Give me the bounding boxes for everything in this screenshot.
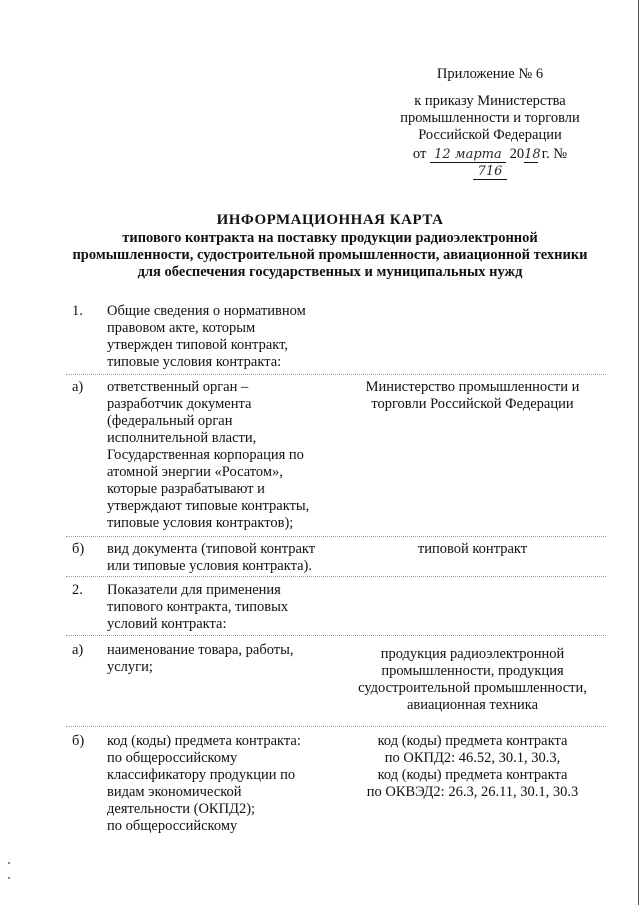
- value-line: код (коды) предмета контракта: [377, 733, 568, 749]
- subtitle-line: для обеспечения государственных и муниципальных нужд: [137, 264, 523, 280]
- desc-line: атомной энергии «Росатом»,: [107, 464, 283, 480]
- desc-line: исполнительной власти,: [107, 430, 257, 446]
- row-value: [340, 379, 605, 413]
- desc-line: по общероссийскому: [107, 750, 238, 766]
- row-value: [340, 646, 605, 714]
- date-year-handwritten: 18: [524, 147, 541, 162]
- appendix-title: Приложение № 6: [436, 66, 544, 82]
- desc-line: правовом акте, которым: [107, 320, 256, 336]
- desc-line: (федеральный орган: [107, 413, 233, 429]
- document-title: ИНФОРМАЦИОННАЯ КАРТА: [216, 212, 444, 228]
- date-year-prefix: 20: [509, 146, 525, 162]
- row-description: [107, 642, 332, 676]
- value-line: промышленности, продукция: [381, 663, 564, 679]
- desc-line: типовые условия контракта:: [107, 354, 282, 370]
- appendix-order-line: Российской Федерации: [418, 127, 562, 143]
- desc-line: Показатели для применения: [107, 582, 281, 598]
- row-separator: [66, 536, 606, 537]
- value-line: типовой контракт: [417, 541, 528, 557]
- row-number: б): [72, 733, 85, 749]
- desc-line: код (коды) предмета контракта:: [107, 733, 301, 749]
- appendix-order-line: к приказу Министерства: [414, 93, 566, 109]
- desc-line: видам экономической: [107, 784, 242, 800]
- appendix-date-line: [395, 146, 585, 180]
- desc-line: ответственный орган –: [107, 379, 249, 395]
- row-value: [340, 541, 605, 558]
- row-value: [340, 733, 605, 801]
- value-line: по ОКПД2: 46.52, 30.1, 30.3,: [384, 750, 561, 766]
- row-number: б): [72, 541, 85, 557]
- value-line: код (коды) предмета контракта: [377, 767, 568, 783]
- row-description: [107, 379, 332, 532]
- row-description: [107, 733, 332, 835]
- desc-line: Общие сведения о нормативном: [107, 303, 306, 319]
- value-line: Министерство промышленности и: [365, 379, 580, 395]
- date-number-label: г. №: [541, 146, 568, 162]
- value-line: судостроительной промышленности,: [358, 680, 587, 696]
- desc-line: утверждают типовые контракты,: [107, 498, 310, 514]
- desc-line: услуги;: [107, 659, 153, 675]
- row-separator: [66, 374, 606, 375]
- desc-line: утвержден типовой контракт,: [107, 337, 288, 353]
- page-edge-line: [638, 0, 639, 905]
- row-separator: [66, 635, 606, 636]
- desc-line: наименование товара, работы,: [107, 642, 294, 658]
- row-description: [107, 303, 332, 371]
- date-prefix: от: [412, 146, 427, 162]
- desc-line: деятельности (ОКПД2);: [107, 801, 256, 817]
- subtitle-line: промышленности, судостроительной промышленности, авиационной техники: [72, 247, 588, 263]
- appendix-order-block: [395, 93, 585, 180]
- desc-line: условий контракта:: [107, 616, 227, 632]
- value-line: торговли Российской Федерации: [371, 396, 574, 412]
- value-line: продукция радиоэлектронной: [380, 646, 565, 662]
- row-number: 2.: [72, 582, 83, 598]
- desc-line: разработчик документа: [107, 396, 252, 412]
- desc-line: которые разрабатывают и: [107, 481, 265, 497]
- desc-line: или типовые условия контракта).: [107, 558, 312, 574]
- row-description: [107, 541, 332, 575]
- desc-line: вид документа (типовой контракт: [107, 541, 316, 557]
- order-number-handwritten: 716: [473, 165, 507, 180]
- desc-line: Государственная корпорация по: [107, 447, 304, 463]
- row-number: а): [72, 642, 84, 658]
- row-separator: [66, 576, 606, 577]
- desc-line: по общероссийскому: [107, 818, 238, 834]
- row-description: [107, 582, 332, 633]
- scan-mark: [8, 877, 10, 879]
- value-line: авиационная техника: [406, 697, 539, 713]
- desc-line: типового контракта, типовых: [107, 599, 289, 615]
- desc-line: классификатору продукции по: [107, 767, 296, 783]
- row-number: 1.: [72, 303, 83, 319]
- date-day-month-handwritten: 12 марта: [430, 148, 506, 163]
- appendix-order-line: промышленности и торговли: [400, 110, 580, 126]
- document-subtitle: [40, 230, 620, 281]
- value-line: по ОКВЭД2: 26.3, 26.11, 30.1, 30.3: [366, 784, 579, 800]
- row-number: а): [72, 379, 84, 395]
- scan-mark: [8, 862, 10, 864]
- desc-line: типовые условия контрактов);: [107, 515, 294, 531]
- row-separator: [66, 726, 606, 727]
- subtitle-line: типового контракта на поставку продукции радиоэлектронной: [122, 230, 538, 246]
